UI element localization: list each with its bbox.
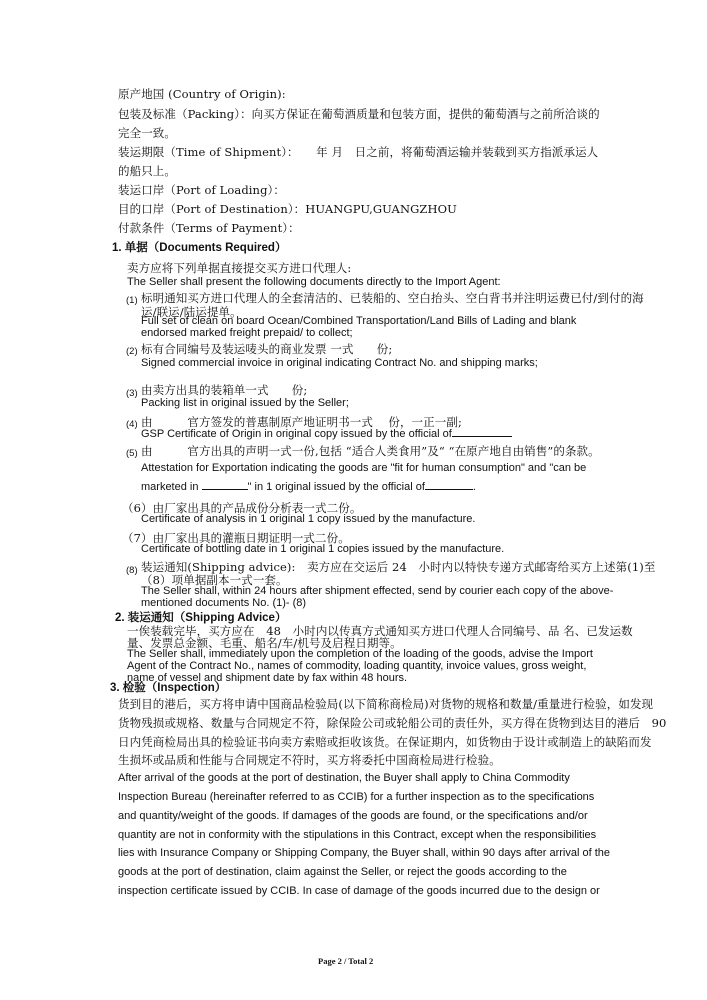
item-1-cn-line-1: 标明通知买方进口代理人的全套清洁的、已装船的、空白抬头、空白背书并注明运费已付/到付的海 — [141, 291, 644, 305]
item-7-en: Certificate of bottling date in 1 original 1 copies issued by the manufacture. — [141, 543, 505, 555]
item-2-en: Signed commercial invoice in original indicating Contract No. and shipping marks; — [141, 357, 538, 369]
shipment-line-2: 的船只上。 — [118, 164, 176, 178]
section-2-en-line-2: Agent of the Contract No., names of commodity, loading quantity, invoice values, gross weight, — [127, 660, 587, 672]
item-1-number: (1) — [126, 295, 138, 306]
section-3-en-line-7: inspection certificate issued by CCIB. In case of damage of the goods incurred due to the design or — [118, 885, 600, 897]
item-6-en: Certificate of analysis in 1 original 1 copy issued by the manufacture. — [141, 513, 476, 525]
section-3-en-line-4: quantity are not in conformity with the stipulations in this Contract, except when the responsibilities — [118, 829, 597, 841]
terms-of-payment: 付款条件（Terms of Payment）： — [118, 221, 300, 235]
marketed-in-blank — [202, 489, 248, 490]
section-3-en-line-1: After arrival of the goods at the port of destination, the Buyer shall apply to China Commodity — [118, 772, 570, 784]
item-3-number: (3) — [126, 388, 138, 399]
section-2-en-line-1: The Seller shall, immediately upon the completion of the loading of the goods, advise the Import — [127, 648, 593, 660]
item-4-number: (4) — [126, 419, 138, 430]
section-3-heading: 3. 检验（Inspection） — [110, 682, 227, 694]
port-of-destination: 目的口岸（Port of Destination）：HUANGPU,GUANGZHOU — [118, 202, 457, 216]
shipment-line-1: 装运期限（Time of Shipment）： 年 月 日之前，将葡萄酒运输并装载到买方指派承运人 — [118, 145, 599, 159]
section-2-cn-line-1: 一俟装载完毕，买方应在 48 小时内以传真方式通知买方进口代理人合同编号、品 名、已发运数 — [127, 624, 633, 638]
section-2-heading: 2. 装运通知（Shipping Advice） — [115, 612, 287, 624]
item-5-en-line-1: Attestation for Exportation indicating the goods are "fit for human consumption" and "can be — [141, 462, 587, 474]
section-1-heading: 1. 单据（Documents Required） — [112, 242, 287, 254]
section-3-en-line-2: Inspection Bureau (hereinafter referred to as CCIB) for a further inspection as to the specifications — [118, 791, 595, 803]
official-of-blank — [452, 436, 512, 437]
page-number: Page 2 / Total 2 — [318, 956, 374, 966]
item-2-number: (2) — [126, 346, 138, 357]
section-1-intro-cn: 卖方应将下列单据直接提交买方进口代理人: — [127, 261, 352, 275]
section-3-cn-line-3: 日内凭商检局出具的检验证书向卖方索赔或拒收该货。在保证期内，如货物由于设计或制造上的缺陷而发 — [118, 735, 652, 749]
section-1-intro-en: The Seller shall present the following documents directly to the Import Agent: — [127, 276, 501, 288]
item-5-number: (5) — [126, 448, 138, 459]
item-8-number: (8) — [126, 565, 138, 576]
item-2-cn: 标有合同编号及装运唛头的商业发票 一式 份; — [141, 342, 393, 356]
item-1-cn-line-2: 运/联运/陆运提单。 — [141, 305, 242, 319]
item-4-cn: 由 官方签发的普惠制原产地证明书一式 份，一正一副; — [141, 415, 462, 429]
section-3-en-line-6: goods at the port of destination, claim against the Seller, or reject the goods according to the — [118, 866, 567, 878]
section-3-cn-line-1: 货到目的港后，买方将申请中国商品检验局(以下简称商检局)对货物的规格和数量/重量进行检验，如发现 — [118, 697, 654, 711]
item-8-cn-line-2: （8）项单据副本一式一套。 — [141, 573, 288, 587]
section-3-cn-line-2: 货物残损或规格、数量与合同规定不符，除保险公司或轮船公司的责任外，买方得在货物到达目的港后 90 — [118, 716, 667, 730]
item-4-en: GSP Certificate of Origin in original copy issued by the official of — [141, 428, 512, 441]
packing-line-1: 包装及标准（Packing）：向买方保证在葡萄酒质量和包装方面，提供的葡萄酒与之前所洽谈的 — [118, 107, 600, 121]
item-8-cn-line-1: 装运通知(Shipping advice): 卖方应在交运后 24 小时内以特快专递方式邮寄给买方上述第(1)至 — [141, 560, 656, 574]
section-2-en-line-3: name of vessel and shipment date by fax within 48 hours. — [127, 672, 408, 684]
item-3-en: Packing list in original issued by the Seller; — [141, 397, 349, 409]
item-1-en-line-2: endorsed marked freight prepaid/ to collect; — [141, 327, 353, 339]
section-3-en-line-5: lies with Insurance Company or Shipping Company, the Buyer shall, within 90 days after arrival of the — [118, 847, 610, 859]
port-of-loading: 装运口岸（Port of Loading）： — [118, 183, 285, 197]
item-5-cn: 由 官方出具的声明一式一份,包括 “适合人类食用”及“ “在原产地自由销售”的条款。 — [141, 444, 600, 458]
item-5-en-line-2: marketed in " in 1 original issued by the official of . — [141, 481, 476, 493]
item-3-cn: 由卖方出具的装箱单一式 份; — [141, 383, 308, 397]
item-8-en-line-1: The Seller shall, within 24 hours after shipment effected, send by courier each copy of the above- — [141, 585, 614, 597]
item-7-cn: （7）由厂家出具的灌瓶日期证明一式二份。 — [122, 531, 350, 545]
official-of-blank-2 — [425, 489, 473, 490]
section-2-cn-line-2: 量、发票总金额、毛重、船名/车/机号及启程日期等。 — [127, 636, 402, 650]
packing-line-2: 完全一致。 — [118, 126, 176, 140]
item-1-en-line-1: Full set of clean on board Ocean/Combined Transportation/Land Bills of Lading and blank — [141, 315, 577, 327]
item-6-cn: （6）由厂家出具的产品成份分析表一式二份。 — [122, 501, 362, 515]
country-of-origin: 原产地国 (Country of Origin): — [118, 87, 286, 101]
section-3-en-line-3: and quantity/weight of the goods. If damages of the goods are found, or the specifications and/or — [118, 810, 588, 822]
item-8-en-line-2: mentioned documents No. (1)- (8) — [141, 597, 307, 609]
section-3-cn-line-4: 生损坏或品质和性能与合同规定不符时，买方将委托中国商检局进行检验。 — [118, 753, 501, 767]
